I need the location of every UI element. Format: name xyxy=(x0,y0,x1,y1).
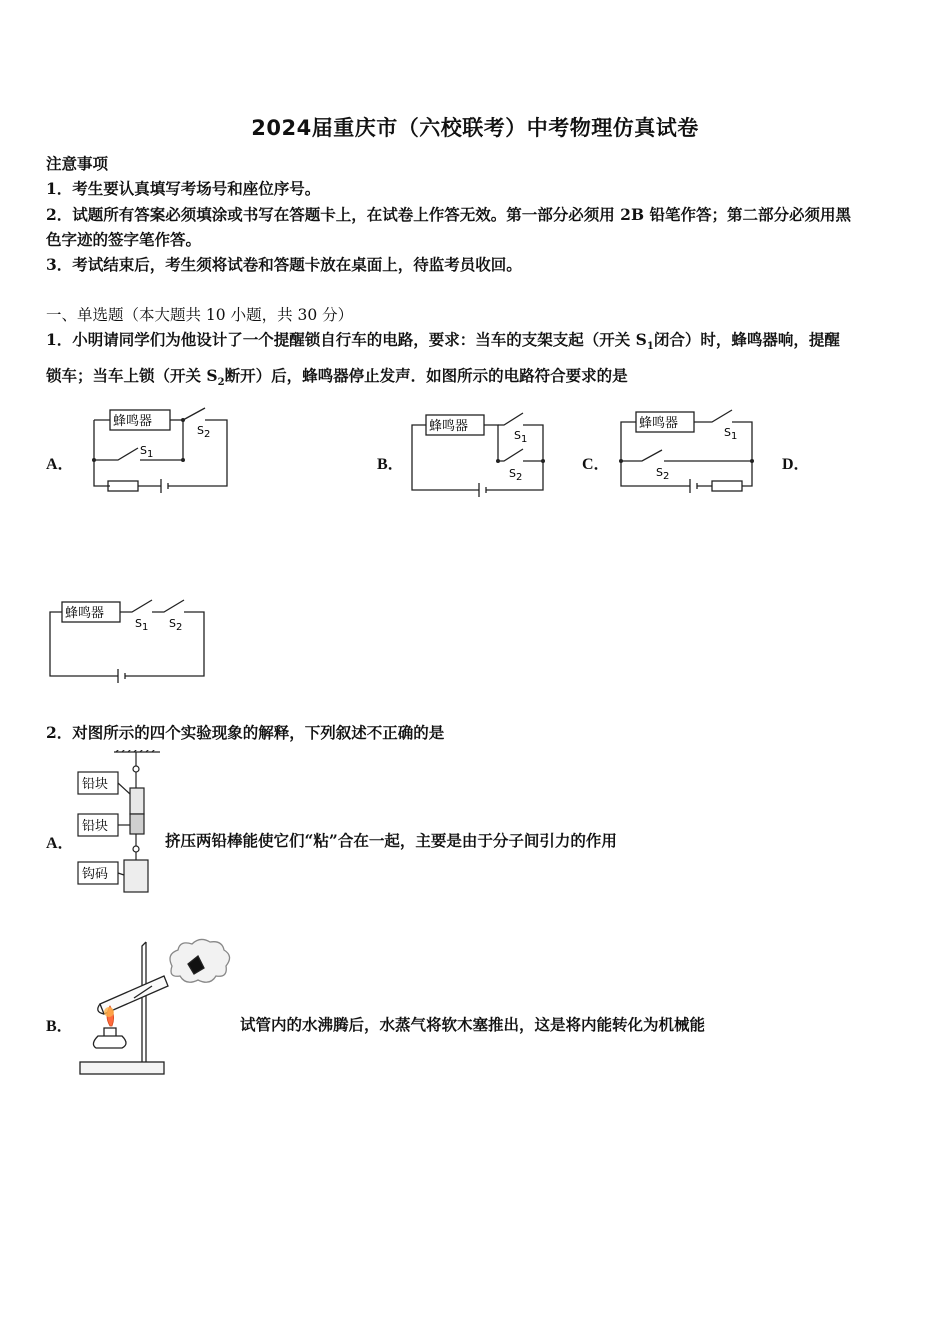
q1-stem-line2: 锁车；当车上锁（开关 $S_2$断开）后，蜂鸣器停止发声．如图所示的电路符合要求的是 xyxy=(46,366,628,389)
buzzer-label: 蜂鸣器 xyxy=(65,606,105,621)
switch-s2-label: S2 xyxy=(197,424,211,440)
switch-s1-label: S1 xyxy=(724,426,738,442)
notice-item: 色字迹的签字笔作答。 xyxy=(46,230,202,249)
switch-s2-label: S2 xyxy=(656,466,670,482)
option-b-label: B． xyxy=(377,456,404,473)
notice-item: 3．考试结束后，考生须将试卷和答题卡放在桌面上，待监考员收回。 xyxy=(46,255,522,274)
buzzer-label: 蜂鸣器 xyxy=(429,419,469,434)
notice-item: 1．考生要认真填写考场号和座位序号。 xyxy=(46,179,321,198)
q2-option-b-text: 试管内的水沸腾后，水蒸气将软木塞推出，这是将内能转化为机械能 xyxy=(240,1015,706,1034)
switch-s1-label: S1 xyxy=(140,444,154,460)
q1-stem-line1: 1．小明请同学们为他设计了一个提醒锁自行车的电路，要求：当车的支架支起（开关 $S_1$闭合）时，蜂鸣器响，提醒 xyxy=(46,330,840,353)
option-d-label: D． xyxy=(782,456,810,473)
page-title: 2024届重庆市（六校联考）中考物理仿真试卷 xyxy=(251,116,699,140)
circuit-c-diagram xyxy=(614,402,758,498)
lead-block-label: 铅块 xyxy=(82,777,109,792)
option-c-label: C． xyxy=(582,456,610,473)
buzzer-label: 蜂鸣器 xyxy=(639,416,679,431)
q2-option-b-label: B． xyxy=(46,1018,73,1035)
circuit-b-diagram xyxy=(406,405,548,501)
switch-s2-label: S2 xyxy=(509,467,523,483)
notice-heading: 注意事项 xyxy=(46,154,109,173)
q2-stem: 2．对图所示的四个实验现象的解释，下列叙述不正确的是 xyxy=(46,723,445,742)
switch-s1-label: S1 xyxy=(514,429,528,445)
switch-s2-label: S2 xyxy=(169,617,183,633)
option-a-label: A． xyxy=(46,456,74,473)
switch-s1-label: S1 xyxy=(135,617,149,633)
circuit-a-diagram xyxy=(90,400,232,496)
q2-option-a-text: 挤压两铅棒能使它们“粘”合在一起，主要是由于分子间引力的作用 xyxy=(165,831,617,850)
buzzer-label: 蜂鸣器 xyxy=(113,414,153,429)
lead-block-label: 铅块 xyxy=(82,819,109,834)
circuit-d-diagram xyxy=(46,592,210,688)
test-tube-diagram xyxy=(76,936,236,1078)
q2-option-a-label: A． xyxy=(46,835,74,852)
lead-blocks-diagram xyxy=(74,750,164,896)
section-heading: 一、单选题（本大题共 10 小题，共 30 分） xyxy=(46,306,354,324)
hook-weight-label: 钩码 xyxy=(82,867,109,882)
notice-item: 2．试题所有答案必须填涂或书写在答题卡上，在试卷上作答无效。第一部分必须用 2B 铅笔作答；第二部分必须用黑 xyxy=(46,205,851,224)
